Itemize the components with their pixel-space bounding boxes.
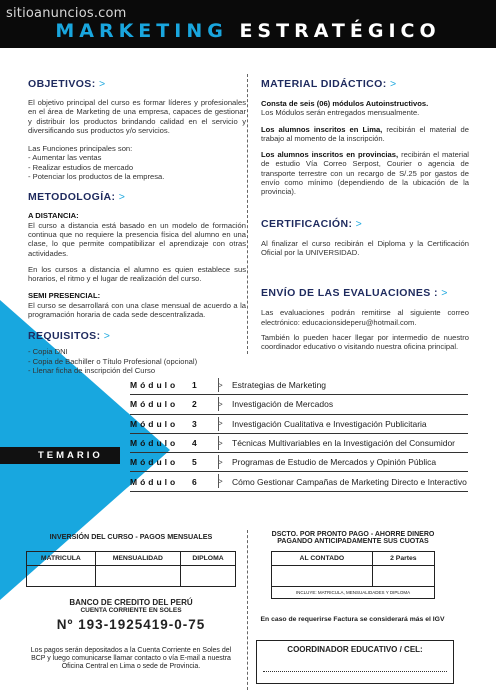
chevron-right-icon: > <box>218 457 223 467</box>
chevron-right-icon: > <box>218 380 223 390</box>
functions-list <box>28 153 246 181</box>
material-heading: MATERIAL DIDÁCTICO: > <box>261 78 397 90</box>
module-word: Módulo <box>130 476 179 487</box>
descuento-title-1: DSCTO. POR PRONTO PAGO - AHORRE DINERO <box>271 531 435 538</box>
page-title <box>0 20 496 42</box>
list-item: - Llenar ficha de inscripción del Curso <box>28 365 156 375</box>
module-number: 4 <box>192 438 197 449</box>
certificacion-text: Al finalizar el curso recibirán el Diploma y la Certificación Oficial por la UNIVERSIDAD. <box>261 238 469 257</box>
inversion-table <box>26 551 236 587</box>
distancia-paragraph-1: El curso a distancia está basado en un modelo de formación continua que no requiere la presencia física del alumno en una clase, lo que permite compatibilizar el aprendizaje con otras actividades. <box>28 220 246 258</box>
column-header: MATRICULA <box>27 552 96 566</box>
table-cell <box>95 566 180 587</box>
module-word: Módulo <box>130 418 179 429</box>
envio-paragraph-1: Las evaluaciones podrán remitirse al siguiente correo electrónico: educacionsideperu@hotmail.com. <box>261 308 469 327</box>
arrow-icon: > <box>355 217 363 230</box>
module-number: 3 <box>192 418 197 429</box>
table-cell <box>180 566 235 587</box>
module-separator <box>218 378 219 392</box>
distancia-title: A DISTANCIA: <box>28 211 79 221</box>
column-divider <box>247 530 248 690</box>
arrow-icon: > <box>103 330 111 343</box>
module-separator <box>218 417 219 431</box>
module-number: 6 <box>192 476 197 487</box>
objetivos-paragraph: El objetivo principal del curso es formar líderes y profesionales en el área de Marketing de una empresa, capaces de gestionar y distribuir los productos brindando calidad en el servicio y diversificando sus productos y/o servicios. <box>28 98 246 135</box>
module-row <box>130 434 468 453</box>
bank-name: BANCO DE CREDITO DEL PERÚ <box>69 598 193 607</box>
module-row <box>130 376 468 395</box>
module-row <box>130 472 468 491</box>
descuento-table <box>271 551 435 599</box>
module-word: Módulo <box>130 380 179 391</box>
module-number: 2 <box>192 399 197 410</box>
right-column <box>261 78 469 351</box>
requisitos-list <box>28 347 246 375</box>
title-part-estrategico: ESTRATÉGICO <box>239 20 441 42</box>
coordinador-box <box>256 640 454 684</box>
bank-account: Nº 193-1925419-0-75 <box>56 617 206 632</box>
header-bar <box>0 0 496 48</box>
list-item: - Realizar estudios de mercado <box>28 162 134 172</box>
coordinador-title: COORDINADOR EDUCATIVO / CEL: <box>287 645 423 654</box>
left-column <box>28 78 246 375</box>
inversion-section <box>26 532 236 587</box>
envio-heading: ENVÍO DE LAS EVALUACIONES : > <box>261 287 448 300</box>
dotted-line <box>263 671 447 672</box>
functions-intro: Las Funciones principales son: <box>28 144 133 154</box>
chevron-right-icon: > <box>218 438 223 448</box>
watermark: sitioanuncios.com <box>6 6 127 21</box>
envio-paragraph-2: También lo pueden hacer llegar por intermedio de nuestro coordinador educativo o visitando nuestra oficina principal. <box>261 332 469 352</box>
module-name: Cómo Gestionar Campañas de Marketing Directo e Interactivo <box>232 476 467 487</box>
module-separator <box>218 436 219 450</box>
includes-note: INCLUYE: MATRICULA, MENSUALIDADES Y DIPLOMA <box>272 587 435 599</box>
list-item: - Aumentar las ventas <box>28 153 102 163</box>
objetivos-heading: OBJETIVOS: > <box>28 78 106 90</box>
chevron-right-icon: > <box>218 399 223 409</box>
material-paragraph-3: Los alumnos inscritos en provincias, recibirán el material de estudio Vía Correo Serpost, Courier o agencia de transporte terrestre con un recargo de S/.25 por gastos de envío como mínimo (dependiendo de la ubicación de la provincia). <box>261 150 469 197</box>
module-name: Técnicas Multivariables en la Investigación del Consumidor <box>232 438 455 449</box>
metodologia-heading: METODOLOGÍA: > <box>28 191 126 204</box>
list-item: - Copia DNI <box>28 347 68 357</box>
semi-title: SEMI PRESENCIAL: <box>28 291 101 301</box>
inversion-title: INVERSIÓN DEL CURSO - PAGOS MENSUALES <box>49 532 213 541</box>
material-paragraph-1: Consta de seis (06) módulos Autoinstructivos. Los Módulos serán entregados mensualmente. <box>261 99 429 118</box>
list-item: - Potenciar los productos de la empresa. <box>28 172 165 182</box>
payment-note: Los pagos serán depositados a la Cuenta Corriente en Soles del BCP y luego comunicarse llamar contacto o vía E-mail a nuestra Oficina Central en Lima o sede de Provincia. <box>30 647 232 671</box>
module-word: Módulo <box>130 457 179 468</box>
column-divider <box>247 74 248 354</box>
module-separator <box>218 455 219 469</box>
temario-label: TEMARIO <box>38 450 103 461</box>
module-name: Investigación Cualitativa e Investigación Publicitaria <box>232 418 427 429</box>
arrow-icon: > <box>118 191 126 204</box>
arrow-icon: > <box>441 287 448 300</box>
list-item: - Copia de Bachiller o Título Profesional (opcional) <box>28 356 198 366</box>
certificacion-heading: CERTIFICACIÓN: > <box>261 217 363 230</box>
requisitos-heading: REQUISITOS: > <box>28 330 111 343</box>
column-header: MENSUALIDAD <box>95 552 180 566</box>
module-row <box>130 453 468 472</box>
title-part-marketing: MARKETING <box>55 20 228 42</box>
descuento-section <box>268 531 438 599</box>
module-name: Programas de Estudio de Mercados y Opinión Pública <box>232 457 437 468</box>
module-row <box>130 395 468 414</box>
bank-section <box>26 598 236 632</box>
table-cell <box>372 566 434 587</box>
arrow-icon: > <box>98 78 106 90</box>
module-separator <box>218 474 219 488</box>
module-row <box>130 415 468 434</box>
table-cell <box>27 566 96 587</box>
module-name: Estrategias de Marketing <box>232 380 327 391</box>
material-paragraph-2: Los alumnos inscritos en Lima, recibirán el material de trabajo al momento de la inscripción. <box>261 124 469 143</box>
bank-subtitle: CUENTA CORRIENTE EN SOLES <box>80 607 182 614</box>
chevron-right-icon: > <box>218 419 223 429</box>
distancia-paragraph-2: En los cursos a distancia el alumno es quien establece sus horarios, el ritmo y el lugar de realización del curso. <box>28 264 246 284</box>
descuento-title-2: PAGANDO ANTICIPADAMENTE SUS CUOTAS <box>277 538 429 545</box>
module-name: Investigación de Mercados <box>232 399 334 410</box>
module-word: Módulo <box>130 438 179 449</box>
igv-note: En caso de requerirse Factura se considerará más el IGV <box>260 616 445 623</box>
modules-list <box>130 376 468 492</box>
module-word: Módulo <box>130 399 179 410</box>
semi-paragraph: El curso se desarrollará con una clase mensual de acuerdo a la programación horaria de cada sede descentralizada. <box>28 300 246 320</box>
module-number: 1 <box>192 380 197 391</box>
arrow-icon: > <box>389 78 397 90</box>
chevron-right-icon: > <box>218 477 223 487</box>
column-header: 2 Partes <box>372 552 434 566</box>
module-separator <box>218 397 219 411</box>
column-header: AL CONTADO <box>272 552 373 566</box>
column-header: DIPLOMA <box>180 552 235 566</box>
module-number: 5 <box>192 457 197 468</box>
table-cell <box>272 566 373 587</box>
